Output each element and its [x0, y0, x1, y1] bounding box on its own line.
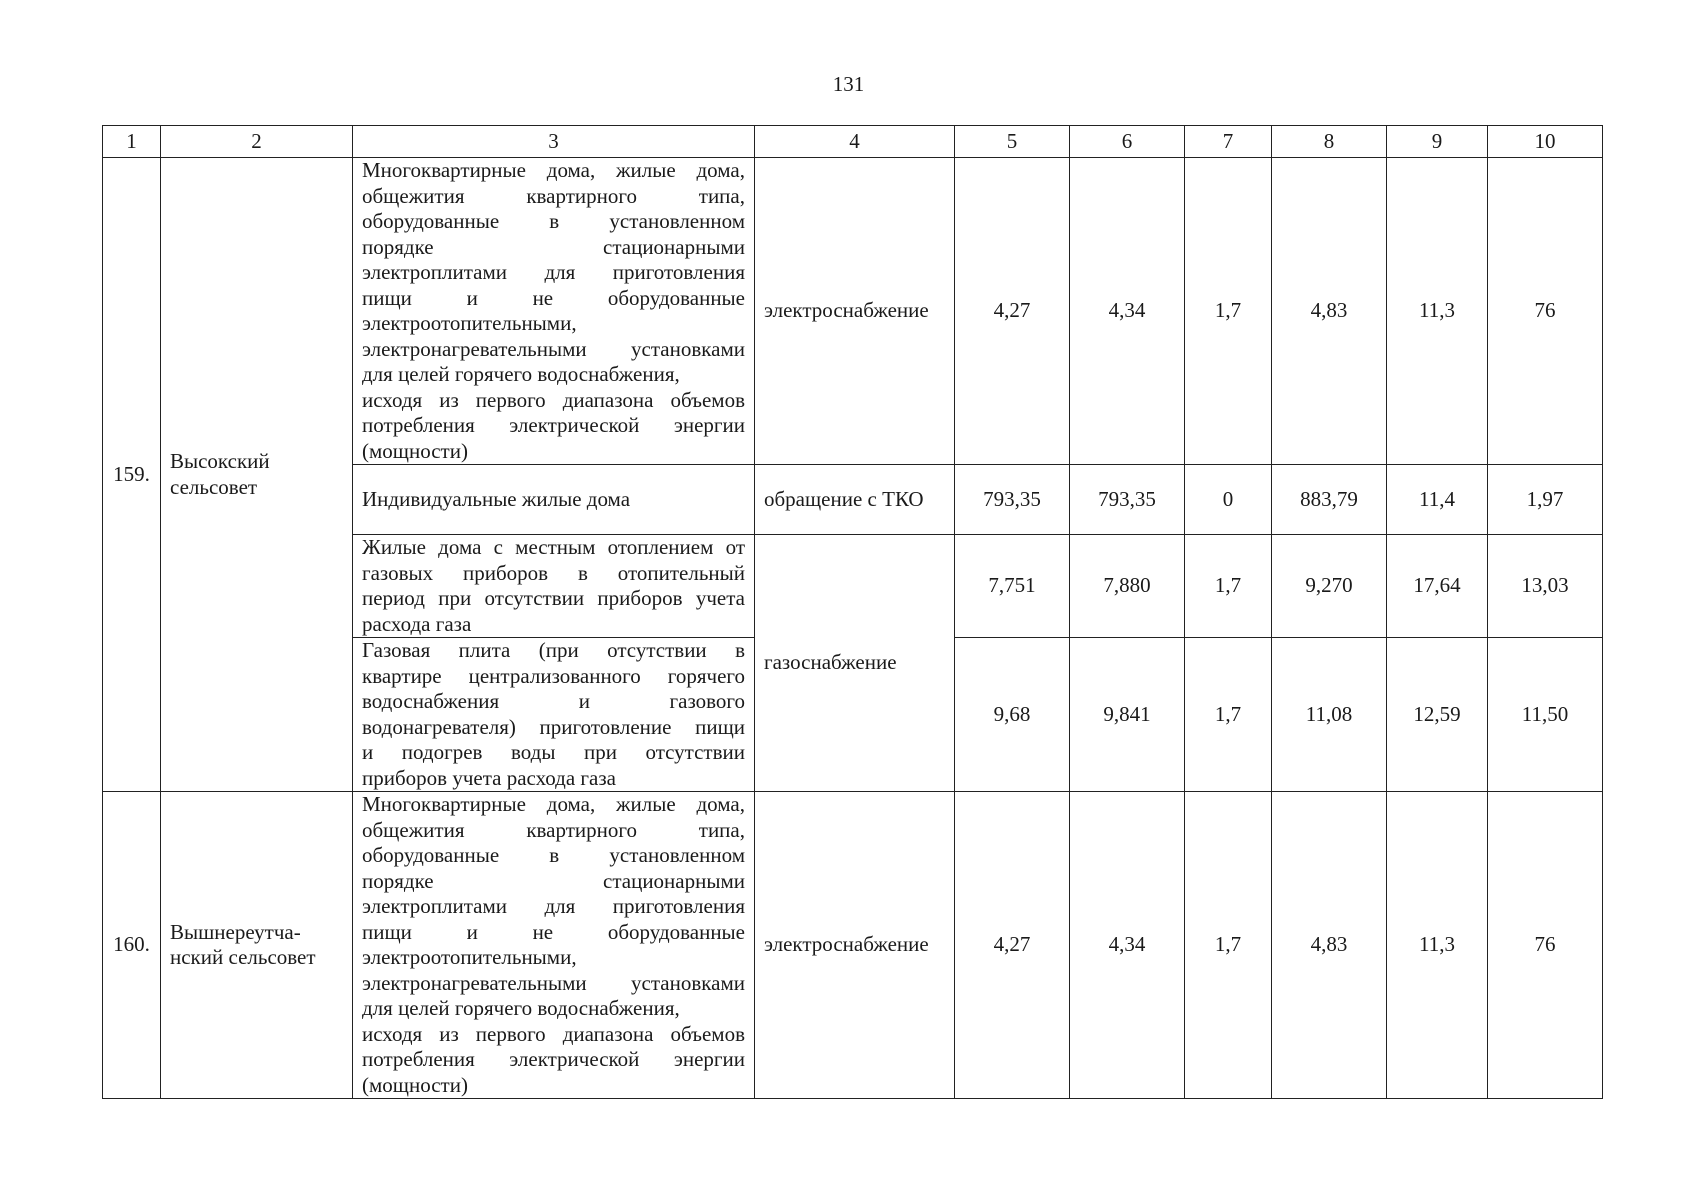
category-line: приборов учета расхода газа: [362, 765, 616, 790]
category-line: расхода газа: [362, 611, 472, 636]
category-line: квартире централизованного горячего: [362, 663, 745, 688]
value-cell: 11,3: [1387, 792, 1488, 1099]
category-line: водоснабжения и газового: [362, 689, 745, 713]
category-line: электроотопительными,: [362, 311, 577, 335]
category-line: порядке стационарными: [362, 234, 745, 259]
consumer-category: [353, 638, 755, 792]
value-cell: 793,35: [955, 465, 1070, 535]
settlement-line: нский сельсовет: [170, 945, 316, 969]
category-line: оборудованные в установленном: [362, 209, 745, 233]
value-cell: 1,7: [1185, 158, 1272, 465]
consumer-category: [353, 158, 755, 465]
value-cell: 4,83: [1272, 792, 1387, 1099]
value-cell: 7,751: [955, 535, 1070, 638]
value-cell: 9,841: [1070, 638, 1185, 792]
value-cell: 7,880: [1070, 535, 1185, 638]
category-line: Многоквартирные дома, жилые дома,: [362, 792, 745, 816]
category-line: электроплитами для приготовления: [362, 260, 745, 284]
value-cell: 1,7: [1185, 535, 1272, 638]
category-line: газовых приборов в отопительный: [362, 560, 745, 585]
header-cell: 3: [353, 126, 755, 158]
consumer-category: [353, 535, 755, 638]
settlement-name: [161, 158, 353, 792]
settlement-line: Вышнереутча-: [170, 919, 301, 944]
value-cell: 76: [1488, 792, 1603, 1099]
consumer-category: [353, 792, 755, 1099]
category-line: электронагревательными установками: [362, 336, 745, 361]
value-cell: 0: [1185, 465, 1272, 535]
header-cell: 10: [1488, 126, 1603, 158]
table-row: [103, 792, 1603, 1099]
value-cell: 883,79: [1272, 465, 1387, 535]
category-line: период при отсутствии приборов учета: [362, 586, 745, 610]
value-cell: 1,97: [1488, 465, 1603, 535]
category-line: потребления электрической энергии: [362, 1047, 745, 1071]
category-line: исходя из первого диапазона объемов: [362, 387, 745, 412]
value-cell: 4,34: [1070, 158, 1185, 465]
category-line: водонагревателя) приготовление пищи: [362, 714, 745, 739]
category-line: Индивидуальные жилые дома: [362, 486, 631, 511]
consumer-category: [353, 465, 755, 535]
value-cell: 4,83: [1272, 158, 1387, 465]
header-row: [103, 126, 1603, 158]
header-cell: 1: [103, 126, 161, 158]
value-cell: 9,270: [1272, 535, 1387, 638]
header-cell: 9: [1387, 126, 1488, 158]
category-line: электроплитами для приготовления: [362, 894, 745, 918]
category-line: Жилые дома с местным отоплением от: [362, 535, 745, 559]
value-cell: 11,08: [1272, 638, 1387, 792]
row-index: 160.: [103, 792, 161, 1099]
category-line: пищи и не оборудованные: [362, 919, 745, 944]
category-line: (мощности): [362, 1072, 468, 1097]
header-cell: 6: [1070, 126, 1185, 158]
value-cell: 76: [1488, 158, 1603, 465]
value-cell: 793,35: [1070, 465, 1185, 535]
value-cell: 13,03: [1488, 535, 1603, 638]
value-cell: 4,27: [955, 792, 1070, 1099]
value-cell: 9,68: [955, 638, 1070, 792]
category-line: общежития квартирного типа,: [362, 817, 745, 842]
category-line: электронагревательными установками: [362, 970, 745, 995]
value-cell: 11,3: [1387, 158, 1488, 465]
category-line: Газовая плита (при отсутствии в: [362, 638, 745, 662]
value-cell: 1,7: [1185, 638, 1272, 792]
value-cell: 17,64: [1387, 535, 1488, 638]
category-line: для целей горячего водоснабжения,: [362, 996, 680, 1020]
page-number: 131: [832, 72, 865, 96]
header-cell: 8: [1272, 126, 1387, 158]
value-cell: 4,34: [1070, 792, 1185, 1099]
category-line: исходя из первого диапазона объемов: [362, 1021, 745, 1046]
value-cell: 11,4: [1387, 465, 1488, 535]
settlement-line: сельсовет: [170, 474, 258, 499]
category-line: потребления электрической энергии: [362, 413, 745, 437]
row-index: 159.: [103, 158, 161, 792]
header-cell: 4: [755, 126, 955, 158]
category-line: и подогрев воды при отсутствии: [362, 740, 745, 764]
value-cell: 12,59: [1387, 638, 1488, 792]
category-line: (мощности): [362, 438, 468, 463]
category-line: пищи и не оборудованные: [362, 285, 745, 310]
category-line: электроотопительными,: [362, 945, 577, 969]
header-cell: 2: [161, 126, 353, 158]
value-cell: 4,27: [955, 158, 1070, 465]
utility-service: обращение с ТКО: [755, 465, 955, 535]
settlement-line: Высокский: [170, 449, 270, 473]
value-cell: 1,7: [1185, 792, 1272, 1099]
category-line: порядке стационарными: [362, 868, 745, 893]
tariff-table: [102, 125, 1603, 1099]
table-row: [103, 158, 1603, 465]
value-cell: 11,50: [1488, 638, 1603, 792]
header-cell: 7: [1185, 126, 1272, 158]
utility-service: электроснабжение: [755, 158, 955, 465]
category-line: для целей горячего водоснабжения,: [362, 362, 680, 386]
header-cell: 5: [955, 126, 1070, 158]
utility-service: газоснабжение: [755, 535, 955, 792]
category-line: оборудованные в установленном: [362, 843, 745, 867]
category-line: Многоквартирные дома, жилые дома,: [362, 158, 745, 182]
utility-service: электроснабжение: [755, 792, 955, 1099]
category-line: общежития квартирного типа,: [362, 183, 745, 208]
settlement-name: [161, 792, 353, 1099]
